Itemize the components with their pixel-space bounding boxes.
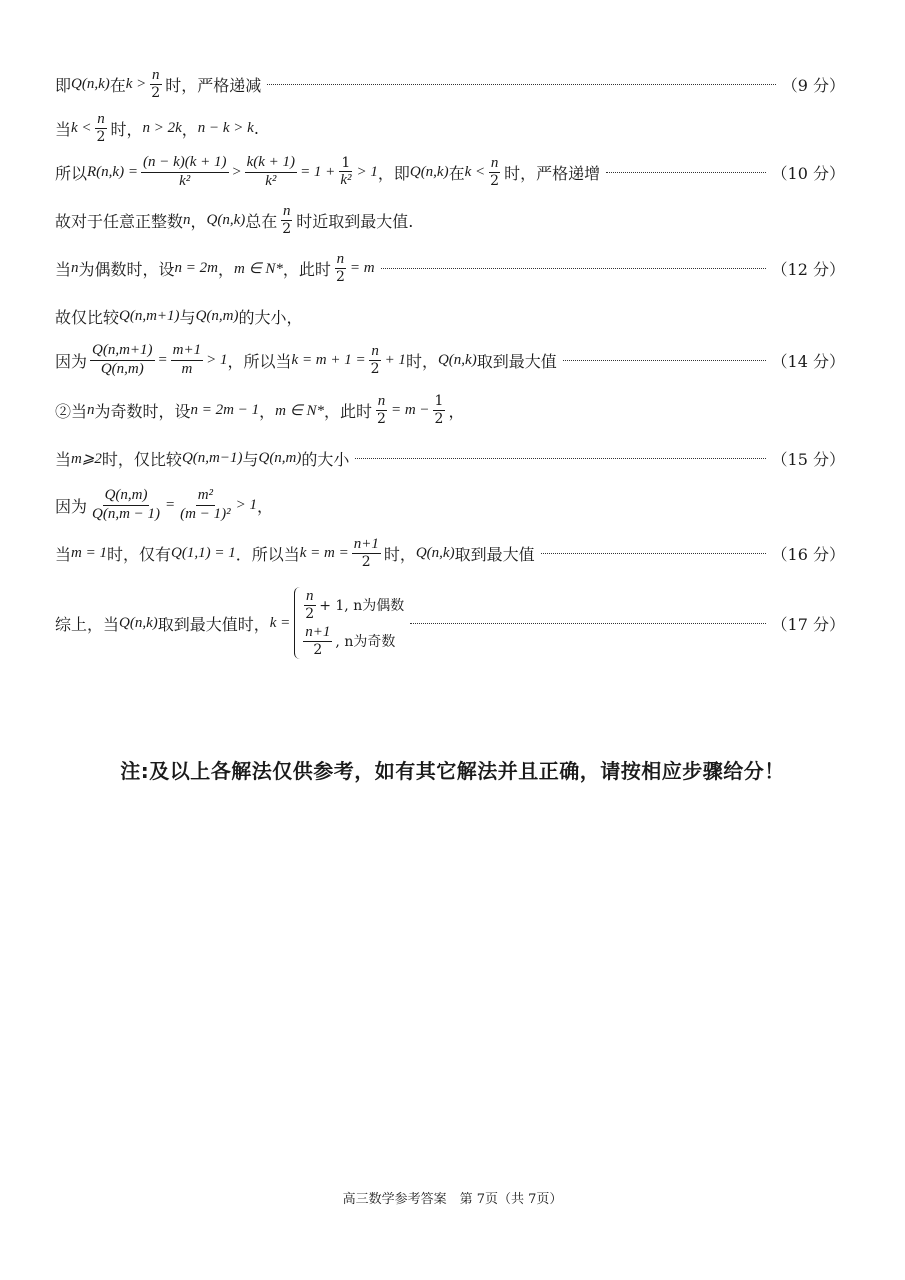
fraction (171, 342, 203, 378)
line-9 (55, 440, 845, 476)
text: 即 (55, 75, 72, 95)
math: m ∈ N* (234, 260, 283, 277)
fraction (90, 342, 155, 378)
fraction (334, 251, 347, 285)
text: . (253, 118, 259, 138)
math: = m − (390, 401, 430, 418)
math: m = 1 (71, 544, 107, 561)
text: 时，严格递减 (165, 75, 262, 95)
math: n (183, 211, 191, 228)
text: ， (218, 259, 235, 279)
math: k = m + 1 = (291, 351, 366, 368)
text: 的大小 (301, 449, 350, 469)
numerator: Q(n,m+1) (90, 342, 155, 360)
numerator: n+1 (352, 536, 381, 554)
math: k = (269, 614, 291, 631)
fraction (303, 588, 316, 622)
math: m ∈ N* (275, 402, 325, 419)
denominator: Q(n,m) (100, 360, 144, 377)
text: 时， (110, 119, 143, 139)
leader-dots (541, 553, 766, 554)
text: 故仅比较 (55, 307, 120, 327)
math: > 1 (235, 496, 257, 513)
text: 为奇数时，设 (94, 401, 191, 421)
math: Q(n,m−1) (181, 449, 243, 466)
text: ．所以当 (235, 544, 300, 564)
case-condition: , n为奇数 (335, 634, 396, 651)
denominator: 2 (151, 85, 161, 102)
leader-dots (410, 623, 765, 624)
denominator: Q(n,m − 1) (92, 505, 161, 522)
math: k > (125, 75, 147, 92)
text: ，此时 (324, 401, 373, 421)
denominator: 2 (305, 605, 315, 622)
math: k = m = (299, 544, 349, 561)
math: > 1 (356, 163, 378, 180)
denominator: 2 (282, 221, 292, 238)
numerator: n+1 (303, 624, 332, 642)
numerator: n (304, 588, 316, 606)
math: n (71, 259, 79, 276)
text: ，所以当 (227, 351, 292, 371)
text: 取到最大值 (476, 351, 557, 371)
score-label: （9 分） (781, 75, 845, 95)
math: = 1 + (300, 163, 336, 180)
line-10 (55, 482, 845, 528)
text: 时，仅比较 (101, 449, 182, 469)
fraction (95, 111, 108, 145)
text: ②当 (55, 401, 88, 421)
text: 当 (55, 259, 72, 279)
denominator: 2 (434, 410, 444, 427)
fraction (141, 154, 229, 190)
leader-dots (563, 360, 766, 361)
math: R(n,k) = (87, 163, 138, 180)
math: = m (349, 259, 375, 276)
math: = (165, 496, 176, 513)
text: ，即 (377, 163, 410, 183)
fraction (178, 487, 232, 523)
text: 取到最大值时， (157, 614, 270, 634)
denominator: m (181, 360, 193, 377)
text: 取到最大值 (454, 544, 535, 564)
line-3 (55, 150, 845, 194)
numerator: (n − k)(k + 1) (141, 154, 229, 172)
text: 当 (55, 449, 72, 469)
score-label: （10 分） (771, 163, 845, 183)
numerator: n (150, 67, 162, 85)
denominator: 2 (490, 173, 500, 190)
numerator: n (489, 155, 501, 173)
math: Q(n,k) (415, 544, 455, 561)
text: ，此时 (282, 259, 331, 279)
math: n = 2m − 1 (190, 401, 260, 418)
text: 故对于任意正整数 (55, 211, 184, 231)
text: 为偶数时，设 (78, 259, 175, 279)
math: Q(n,k) (119, 614, 158, 631)
text: ， (257, 496, 274, 516)
denominator: k² (179, 172, 191, 189)
math: Q(n,m) (258, 449, 302, 466)
numerator: 1 (434, 393, 444, 410)
fraction (149, 67, 162, 101)
numerator: n (95, 111, 107, 129)
fraction (352, 536, 381, 570)
line-6 (55, 298, 845, 334)
grading-note: 注:及以上各解法仅供参考，如有其它解法并且正确，请按相应步骤给分！ (120, 759, 785, 783)
fraction (433, 393, 446, 426)
text: ， (448, 401, 465, 421)
math: Q(n,m+1) (119, 307, 180, 324)
denominator: 2 (361, 554, 371, 571)
fraction (488, 155, 501, 189)
text: 所以 (55, 163, 88, 183)
score-label: （14 分） (771, 351, 845, 371)
text: ， (181, 119, 198, 139)
text: 时， (405, 351, 438, 371)
numerator: k(k + 1) (245, 154, 297, 172)
numerator: n (335, 251, 347, 269)
text: 的大小， (238, 307, 303, 327)
score-label: （16 分） (771, 544, 845, 564)
text: 总在 (245, 211, 278, 231)
fraction (303, 624, 332, 658)
math: = (157, 351, 168, 368)
leader-dots (267, 84, 775, 85)
score-label: （15 分） (771, 449, 845, 469)
leader-dots (606, 172, 765, 173)
math: k < (71, 119, 92, 136)
leader-dots (355, 458, 765, 459)
math: n > 2k (142, 119, 182, 136)
text: 时，严格递增 (504, 163, 601, 183)
math: Q(n,k) (206, 211, 246, 228)
math: Q(n,k) (409, 163, 449, 180)
text: 因为 (55, 351, 88, 371)
numerator: Q(n,m) (103, 487, 150, 505)
line-5 (55, 246, 845, 290)
denominator: k² (265, 172, 277, 189)
text: 时近取到最大值. (296, 211, 414, 231)
score-label: （17 分） (771, 614, 845, 634)
fraction (369, 343, 382, 377)
math: Q(n,m) (195, 307, 239, 324)
denominator: 2 (96, 129, 106, 146)
text: 因为 (55, 496, 88, 516)
math: Q(n,k) (437, 351, 477, 368)
text: ， (259, 401, 276, 421)
line-7 (55, 338, 845, 382)
piecewise-case (294, 587, 404, 659)
case-condition: + 1, n为偶数 (319, 597, 405, 614)
text: 综上，当 (55, 614, 120, 634)
math: k < (464, 163, 486, 180)
text: 时， (383, 544, 416, 564)
numerator: 1 (341, 154, 351, 171)
text: 与 (179, 307, 196, 327)
denominator: (m − 1)² (180, 505, 231, 522)
denominator: 2 (335, 269, 345, 286)
numerator: n (369, 343, 381, 361)
math: Q(1,1) = 1 (171, 544, 236, 561)
fraction (245, 154, 297, 190)
fraction (90, 487, 162, 523)
page-footer: 高三数学参考答案 第 7页（共 7页） (342, 1192, 563, 1207)
denominator: 2 (377, 411, 386, 428)
math: Q(n,k) (71, 75, 110, 92)
math: n − k > k (197, 119, 254, 136)
line-12 (55, 584, 845, 662)
fraction (338, 155, 353, 189)
numerator: n (376, 393, 388, 411)
text: 在 (448, 163, 465, 183)
text: 时，仅有 (106, 544, 171, 564)
text: 与 (242, 449, 259, 469)
line-2 (55, 108, 845, 148)
text: ， (190, 211, 207, 231)
fraction (375, 393, 388, 427)
case-even (300, 588, 404, 622)
text: 在 (109, 75, 126, 95)
score-label: （12 分） (771, 259, 845, 279)
math: m⩾2 (71, 450, 102, 467)
line-8 (55, 388, 845, 432)
math: > (231, 163, 242, 180)
math: n = 2m (174, 259, 218, 276)
denominator: 2 (313, 642, 323, 659)
numerator: n (281, 203, 293, 221)
numerator: m+1 (171, 342, 203, 360)
leader-dots (381, 268, 766, 269)
line-4 (55, 198, 845, 242)
math: + 1 (384, 351, 406, 368)
fraction (280, 203, 293, 237)
text: 当 (55, 119, 72, 139)
numerator: m² (196, 487, 215, 505)
line-11 (55, 530, 845, 576)
denominator: 2 (370, 361, 380, 378)
line-1 (55, 64, 845, 104)
case-odd (300, 624, 404, 658)
text: 当 (55, 544, 72, 564)
math: > 1 (206, 351, 228, 368)
denominator: k² (340, 171, 352, 188)
math: n (87, 401, 95, 418)
